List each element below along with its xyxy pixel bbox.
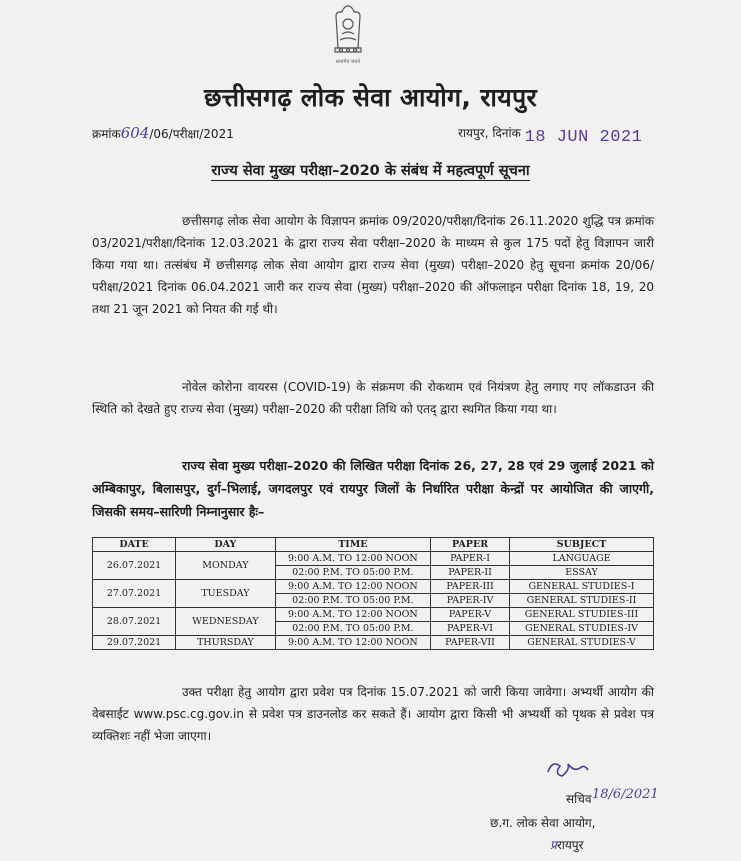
org-title: छत्तीसगढ़ लोक सेवा आयोग, रायपुर [203, 83, 538, 112]
table-row [93, 608, 654, 622]
cell-paper: PAPER-VI [431, 622, 510, 636]
state-emblem-icon [322, 4, 374, 66]
ref-suffix: /06/परीक्षा/2021 [149, 127, 234, 141]
cell-day: MONDAY [176, 552, 276, 580]
cell-subject: GENERAL STUDIES-III [510, 608, 654, 622]
cell-paper: PAPER-III [431, 580, 510, 594]
col-header-time: TIME [275, 538, 430, 552]
col-header-date: DATE [93, 538, 176, 552]
cell-subject: GENERAL STUDIES-I [510, 580, 654, 594]
paragraph-schedule-intro: राज्य सेवा मुख्य परीक्षा–2020 की लिखित परीक्षा दिनांक 26, 27, 28 एवं 29 जुलाई 2021 को अम्बिकापुर, बिलासपुर, दुर्ग–भिलाई, जगदलपुर एवं रायपुर जिलों के निर्धारित परीक्षा केन्द्रों पर आयोजित की जाएगी, जिसकी समय–सारिणी निम्नानुसार हैः– [92, 458, 654, 519]
cell-time: 02:00 P.M. TO 05:00 P.M. [275, 594, 430, 608]
cell-date: 29.07.2021 [93, 636, 176, 650]
cell-day: TUESDAY [176, 580, 276, 608]
cell-subject: GENERAL STUDIES-II [510, 594, 654, 608]
table-header-row [93, 538, 654, 552]
cell-paper: PAPER-VII [431, 636, 510, 650]
exam-schedule-table [92, 537, 654, 650]
paragraph-advertisement: छत्तीसगढ़ लोक सेवा आयोग के विज्ञापन क्रमांक 09/2020/परीक्षा/दिनांक 26.11.2020 शुद्धि पत्र क्रमांक 03/2021/परीक्षा/दिनांक 12.03.2021 के द्वारा राज्य सेवा परीक्षा–2020 के माध्यम से कुल 175 पदों हेतु विज्ञापन जारी किया गया था। तत्संबंध में छत्तीसगढ़ लोक सेवा आयोग द्वारा राज्य सेवा (मुख्य) परीक्षा–2020 हेतु सूचना क्रमांक 20/06/परीक्षा/2021 दिनांक 06.04.2021 जारी कर राज्य सेवा (मुख्य) परीक्षा–2020 की ऑफलाइन परीक्षा दिनांक 18, 19, 20 तथा 21 जून 2021 को नियत की गई थी। [92, 214, 654, 316]
cell-time: 9:00 A.M. TO 12:00 NOON [275, 552, 430, 566]
cell-subject: GENERAL STUDIES-IV [510, 622, 654, 636]
col-header-day: DAY [176, 538, 276, 552]
notice-subject [0, 160, 741, 180]
svg-text:सत्यमेव जयते: सत्यमेव जयते [335, 59, 361, 65]
notice-subject-text: राज्य सेवा मुख्य परीक्षा–2020 के संबंध में महत्वपूर्ण सूचना [211, 163, 530, 179]
table-row [93, 580, 654, 594]
place-date [458, 124, 643, 147]
city: रायपुर [556, 838, 584, 852]
paragraph-postponement: नोवेल कोरोना वायरस (COVID-19) के संक्रमण की रोकथाम एवं नियंत्रण हेतु लगाए गए लॉकडाउन की स्थिति को देखते हुए राज्य सेवा (मुख्य) परीक्षा–2020 की परीक्षा तिथि को एतद् द्वारा स्थगित किया गया था। [92, 380, 654, 416]
cell-paper: PAPER-II [431, 566, 510, 580]
col-header-subject: SUBJECT [510, 538, 654, 552]
cell-time: 02:00 P.M. TO 05:00 P.M. [275, 622, 430, 636]
cell-subject: ESSAY [510, 566, 654, 580]
cell-paper: PAPER-I [431, 552, 510, 566]
paragraph-admit-card: उक्त परीक्षा हेतु आयोग द्वारा प्रवेश पत्र दिनांक 15.07.2021 को जारी किया जावेगा। अभ्यर्थी आयोग की वेबसाईट www.psc.cg.gov.in से प्रवेश पत्र डाउनलोड कर सकते हैं। आयोग द्वारा किसी भी अभ्यर्थी को पृथक से प्रवेश पत्र व्यक्तिशः नहीं भेजा जाएगा। [92, 685, 654, 743]
col-header-paper: PAPER [431, 538, 510, 552]
cell-time: 9:00 A.M. TO 12:00 NOON [275, 636, 430, 650]
signature-scrawl [540, 758, 660, 806]
cell-day: WEDNESDAY [176, 608, 276, 636]
cell-day: THURSDAY [176, 636, 276, 650]
cell-date: 27.07.2021 [93, 580, 176, 608]
cell-paper: PAPER-V [431, 608, 510, 622]
cell-paper: PAPER-IV [431, 594, 510, 608]
cell-time: 9:00 A.M. TO 12:00 NOON [275, 608, 430, 622]
reference-number [92, 124, 234, 142]
date-stamp: 18 JUN 2021 [524, 128, 643, 147]
cell-time: 02:00 P.M. TO 05:00 P.M. [275, 566, 430, 580]
designation: सचिव [566, 792, 592, 806]
cell-subject: LANGUAGE [510, 552, 654, 566]
city-prefix-handwritten: प्र [550, 838, 557, 852]
city-line [550, 836, 584, 853]
cell-date: 26.07.2021 [93, 552, 176, 580]
table-row [93, 636, 654, 650]
org-short-name: छ.ग. लोक सेवा आयोग, [490, 816, 596, 830]
cell-time: 9:00 A.M. TO 12:00 NOON [275, 580, 430, 594]
ref-prefix: क्रमांक [92, 127, 121, 141]
place-label: रायपुर, दिनांक [458, 126, 521, 140]
table-row [93, 552, 654, 566]
ref-handwritten: 604 [120, 124, 150, 142]
cell-subject: GENERAL STUDIES-V [510, 636, 654, 650]
cell-date: 28.07.2021 [93, 608, 176, 636]
signature-date: 18/6/2021 [592, 787, 659, 802]
